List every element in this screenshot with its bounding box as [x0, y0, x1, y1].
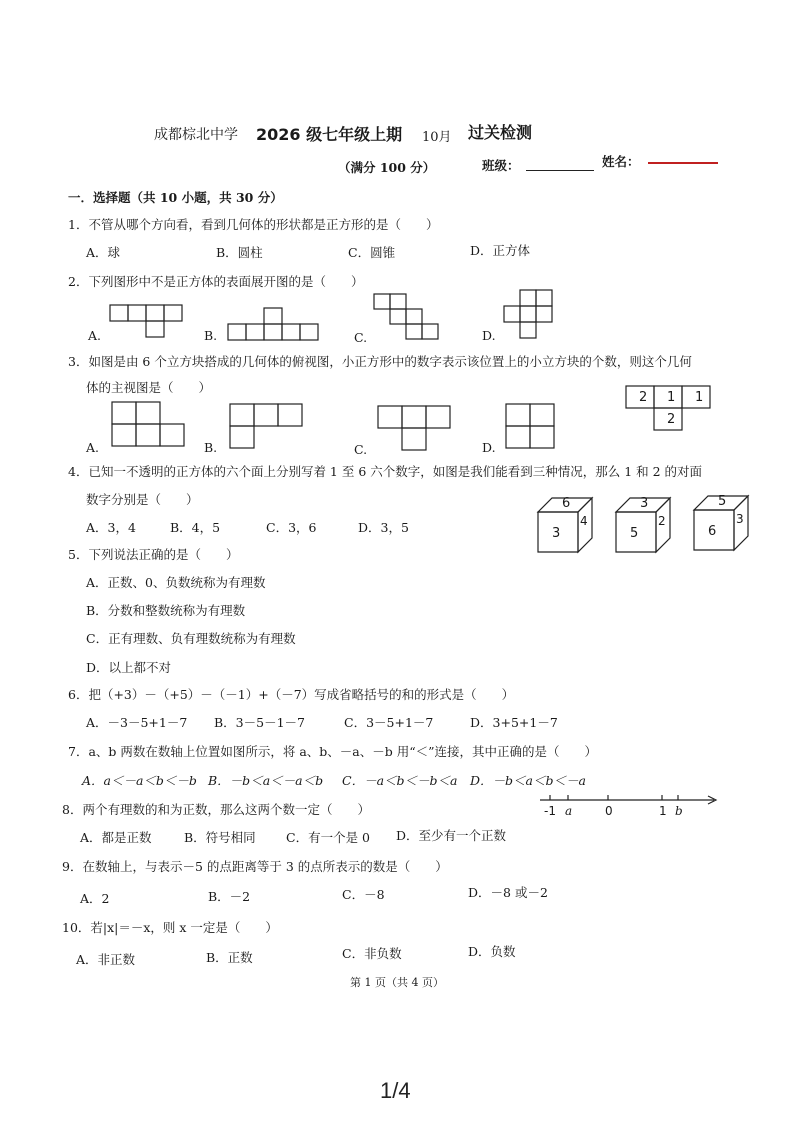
q4-stem-2: 数字分别是（ ） — [86, 492, 199, 507]
section-title: 一．选择题（共 10 小题，共 30 分） — [68, 190, 283, 205]
q7-axis-label-b: b — [675, 804, 683, 818]
page-footer: 第 1 页（共 4 页） — [350, 976, 444, 989]
q2-net-b — [228, 308, 328, 344]
q1-option-c: C．圆锥 — [348, 245, 396, 260]
q2-option-c: C. — [354, 330, 368, 345]
name-label: 姓名： — [602, 154, 640, 169]
page-counter: 1/4 — [380, 1078, 411, 1103]
full-score: （满分 100 分） — [338, 160, 436, 175]
school-name: 成都棕北中学 — [154, 127, 238, 143]
q2-option-b: B. — [204, 328, 218, 343]
q3-view-a — [112, 402, 192, 452]
q5-option-b: B．分数和整数统称为有理数 — [86, 603, 246, 618]
q10-option-d: D．负数 — [468, 944, 516, 959]
q8-option-c: C．有一个是 0 — [286, 830, 370, 845]
q5-option-c: C．正有理数、负有理数统称为有理数 — [86, 631, 296, 646]
class-blank-line — [526, 170, 594, 171]
q9-option-d: D．－8 或－2 — [468, 885, 548, 900]
q2-net-c — [374, 294, 444, 344]
q10-option-c: C．非负数 — [342, 946, 402, 961]
q4-cube2-top: 3 — [640, 496, 649, 511]
q2-net-d — [504, 290, 560, 342]
q8-option-d: D．至少有一个正数 — [396, 828, 507, 843]
q4-option-d: D．3，5 — [358, 520, 409, 535]
q6-stem: 6．把（+3）－（+5）－（－1）+（－7）写成省略括号的和的形式是（ ） — [68, 687, 515, 702]
q7-option-c: C．－a＜b＜－b＜a — [342, 773, 458, 788]
q6-option-b: B．3－5－1－7 — [214, 715, 305, 730]
q5-stem: 5．下列说法正确的是（ ） — [68, 547, 239, 562]
q9-stem: 9．在数轴上，与表示－5 的点距离等于 3 的点所表示的数是（ ） — [62, 859, 448, 874]
q7-option-a: A．a＜－a＜b＜－b — [82, 773, 197, 788]
q7-axis-label-1: 1 — [659, 804, 667, 818]
class-label: 班级： — [482, 158, 520, 173]
q4-option-b: B．4，5 — [170, 520, 221, 535]
q3-view-b — [230, 404, 310, 454]
q1-option-b: B．圆柱 — [216, 245, 263, 260]
q6-option-d: D．3+5+1－7 — [470, 715, 558, 730]
q4-cube1-top: 6 — [562, 496, 571, 511]
q7-option-b: B．－b＜a＜－a＜b — [208, 773, 324, 788]
q10-option-a: A．非正数 — [76, 952, 136, 967]
q8-option-b: B．符号相同 — [184, 830, 256, 845]
q7-axis-label-0: 0 — [605, 804, 613, 818]
q7-axis-label-a: a — [565, 804, 573, 818]
q3-view-d — [506, 404, 562, 454]
q4-cube3-side: 3 — [736, 512, 744, 526]
q9-option-a: A．2 — [80, 891, 110, 906]
q3-option-b: B. — [204, 440, 218, 455]
q2-stem: 2．下列图形中不是正方体的表面展开图的是（ ） — [68, 274, 364, 289]
q7-stem: 7．a、b 两数在数轴上位置如图所示，将 a、b、－a、－b 用“＜”连接，其中正确的是（ ） — [68, 744, 598, 759]
q3-option-c: C. — [354, 442, 368, 457]
q6-option-a: A．－3－5+1－7 — [86, 715, 188, 730]
q4-option-c: C．3，6 — [266, 520, 317, 535]
q7-axis-label-neg1: -1 — [544, 804, 556, 818]
q4-cube1-side: 4 — [580, 514, 588, 528]
month: 10月 — [422, 130, 452, 145]
q6-option-c: C．3－5+1－7 — [344, 715, 434, 730]
q4-cube1-front: 3 — [552, 526, 561, 541]
q9-option-b: B．－2 — [208, 889, 251, 904]
q3-top-num-1: 2 — [639, 390, 648, 405]
grade-term: 2026 级七年级上期 — [256, 125, 403, 144]
q10-stem: 10．若|x|＝－x，则 x 一定是（ ） — [62, 920, 278, 935]
q7-option-d: D．－b＜a＜b＜－a — [470, 773, 586, 788]
q3-view-c — [378, 406, 458, 456]
name-blank-line — [648, 162, 718, 164]
q2-net-a — [110, 305, 190, 341]
q2-option-a: A. — [88, 328, 102, 343]
q3-top-num-4: 2 — [667, 412, 676, 427]
q4-stem: 4．已知一不透明的正方体的六个面上分别写着 1 至 6 六个数字，如图是我们能看到三种情况，那么 1 和 2 的对面 — [68, 464, 703, 479]
q3-stem-2: 体的主视图是（ ） — [86, 380, 212, 395]
q5-option-d: D．以上都不对 — [86, 660, 172, 675]
q4-cube3-front: 6 — [708, 524, 717, 539]
q4-option-a: A．3，4 — [86, 520, 136, 535]
q1-stem: 1．不管从哪个方向看，看到几何体的形状都是正方形的是（ ） — [68, 217, 439, 232]
q1-option-d: D．正方体 — [470, 243, 531, 258]
q2-option-d: D. — [482, 328, 496, 343]
q9-option-c: C．－8 — [342, 887, 385, 902]
q4-cube2-front: 5 — [630, 526, 639, 541]
q10-option-b: B．正数 — [206, 950, 253, 965]
q8-option-a: A．都是正数 — [80, 830, 152, 845]
q7-number-line — [536, 790, 720, 820]
q3-option-d: D. — [482, 440, 496, 455]
test-name: 过关检测 — [468, 123, 533, 142]
q4-cube3-top: 5 — [718, 494, 727, 509]
q1-option-a: A．球 — [86, 245, 121, 260]
q5-option-a: A．正数、0、负数统称为有理数 — [86, 575, 266, 590]
q3-option-a: A. — [86, 440, 100, 455]
q4-cube2-side: 2 — [658, 514, 666, 528]
q8-stem: 8．两个有理数的和为正数，那么这两个数一定（ ） — [62, 802, 370, 817]
q3-stem: 3．如图是由 6 个立方块搭成的几何体的俯视图，小正方形中的数字表示该位置上的小立方块的个数，则这个几何 — [68, 354, 692, 369]
q3-top-num-2: 1 — [667, 390, 676, 405]
q3-top-num-3: 1 — [695, 390, 704, 405]
